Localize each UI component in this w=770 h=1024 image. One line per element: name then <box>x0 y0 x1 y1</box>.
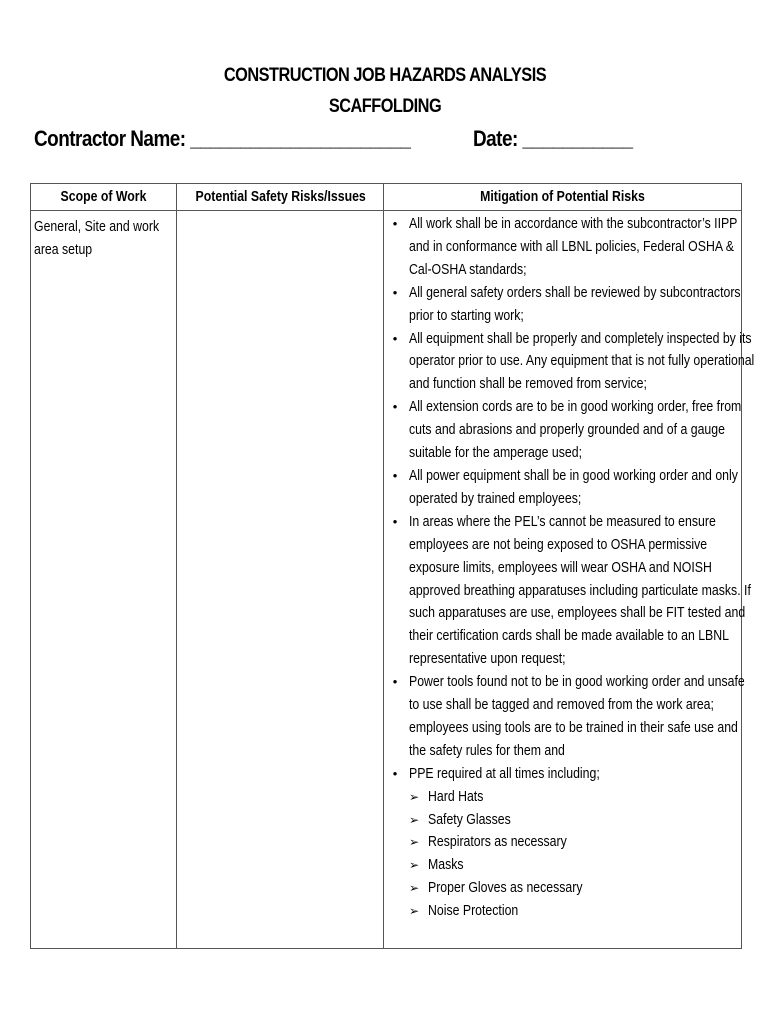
mitigation-item <box>388 396 741 465</box>
mitigation-line: cuts and abrasions and properly grounded and of a gauge <box>409 421 725 439</box>
ppe-item <box>388 854 741 877</box>
arrow-bullet-icon: ➢ <box>409 812 420 827</box>
arrow-bullet-icon: ➢ <box>409 881 420 896</box>
mitigation-line: prior to starting work; <box>409 306 524 324</box>
mitigation-line: suitable for the amperage used; <box>409 444 582 462</box>
mitigation-line: All power equipment shall be in good working order and only <box>409 466 738 484</box>
bullet-icon: • <box>392 765 398 781</box>
ppe-item-label: Proper Gloves as necessary <box>428 879 583 897</box>
scope-line: General, Site and work <box>34 218 160 235</box>
mitigation-line: the safety rules for them and <box>409 741 565 759</box>
mitigation-line: All general safety orders shall be reviewed by subcontractors <box>409 283 741 301</box>
table-header-row <box>31 184 742 211</box>
bullet-icon: • <box>392 674 398 690</box>
mitigation-line: All work shall be in accordance with the subcontractor’s IIPP <box>409 215 738 232</box>
bullet-icon: • <box>392 467 398 483</box>
mitigation-line: to use shall be tagged and removed from the work area; <box>409 696 714 714</box>
mitigation-item <box>388 465 741 511</box>
arrow-bullet-icon: ➢ <box>409 858 420 873</box>
scope-line: area setup <box>34 241 93 258</box>
table-row <box>31 211 742 949</box>
ppe-item <box>388 786 741 809</box>
column-header-scope: Scope of Work <box>31 184 177 211</box>
mitigation-line: operator prior to use. Any equipment that is not fully operational <box>409 352 755 370</box>
ppe-item-label: Masks <box>428 856 464 874</box>
mitigation-line: representative upon request; <box>409 650 566 668</box>
ppe-item-label: Safety Glasses <box>428 810 511 828</box>
mitigation-item <box>388 282 741 328</box>
ppe-item <box>388 877 741 900</box>
bullet-icon: • <box>392 284 398 300</box>
mitigation-line: and function shall be removed from service; <box>409 375 647 393</box>
ppe-item <box>388 900 741 923</box>
mitigation-line: employees are not being exposed to OSHA permissive <box>409 535 708 553</box>
column-header-risks: Potential Safety Risks/Issues <box>177 184 384 211</box>
mitigation-line: operated by trained employees; <box>409 489 582 507</box>
date-field: Date: ___________ <box>473 126 633 151</box>
mitigation-cell <box>384 211 755 949</box>
arrow-bullet-icon: ➢ <box>409 835 420 850</box>
mitigation-line: exposure limits, employees will wear OSHA and NOISH <box>409 558 712 576</box>
mitigation-line: approved breathing apparatuses including particulate masks. If <box>409 581 751 599</box>
mitigation-list <box>384 211 755 923</box>
ppe-item-label: Respirators as necessary <box>428 833 567 851</box>
arrow-bullet-icon: ➢ <box>409 789 420 804</box>
mitigation-line: employees using tools are to be trained in their safe use and <box>409 718 738 736</box>
contractor-name-field: Contractor Name: ______________________ <box>34 126 411 151</box>
mitigation-line: and in conformance with all LBNL policies, Federal OSHA & <box>409 237 734 255</box>
mitigation-item <box>388 328 755 397</box>
scope-cell <box>31 211 177 949</box>
mitigation-line: such apparatuses are use, employees shall be FIT tested and <box>409 604 746 622</box>
ppe-item <box>388 809 741 832</box>
mitigation-item <box>388 671 745 763</box>
bullet-icon: • <box>392 216 398 231</box>
ppe-item-label: Noise Protection <box>428 902 519 920</box>
mitigation-line: Cal-OSHA standards; <box>409 260 527 278</box>
mitigation-line: Power tools found not to be in good working order and unsafe <box>409 673 745 691</box>
ppe-item-label: Hard Hats <box>428 787 484 805</box>
mitigation-item <box>388 763 741 786</box>
bullet-icon: • <box>392 399 398 415</box>
document-subtitle: SCAFFOLDING <box>328 96 442 117</box>
bullet-icon: • <box>392 513 398 529</box>
mitigation-line: All equipment shall be properly and completely inspected by its <box>409 329 752 347</box>
mitigation-item <box>388 511 751 671</box>
bullet-icon: • <box>392 330 398 346</box>
arrow-bullet-icon: ➢ <box>409 904 420 919</box>
mitigation-line: PPE required at all times including; <box>409 764 600 782</box>
hazards-table <box>30 183 755 949</box>
risks-cell <box>177 211 384 949</box>
mitigation-line: All extension cords are to be in good working order, free from <box>409 398 742 416</box>
column-header-mitigation: Mitigation of Potential Risks <box>384 184 742 211</box>
mitigation-item <box>388 213 741 282</box>
ppe-item <box>388 831 741 854</box>
mitigation-line: In areas where the PEL’s cannot be measured to ensure <box>409 512 716 530</box>
mitigation-line: their certification cards shall be made available to an LBNL <box>409 627 729 645</box>
document-title: CONSTRUCTION JOB HAZARDS ANALYSIS <box>223 65 547 86</box>
